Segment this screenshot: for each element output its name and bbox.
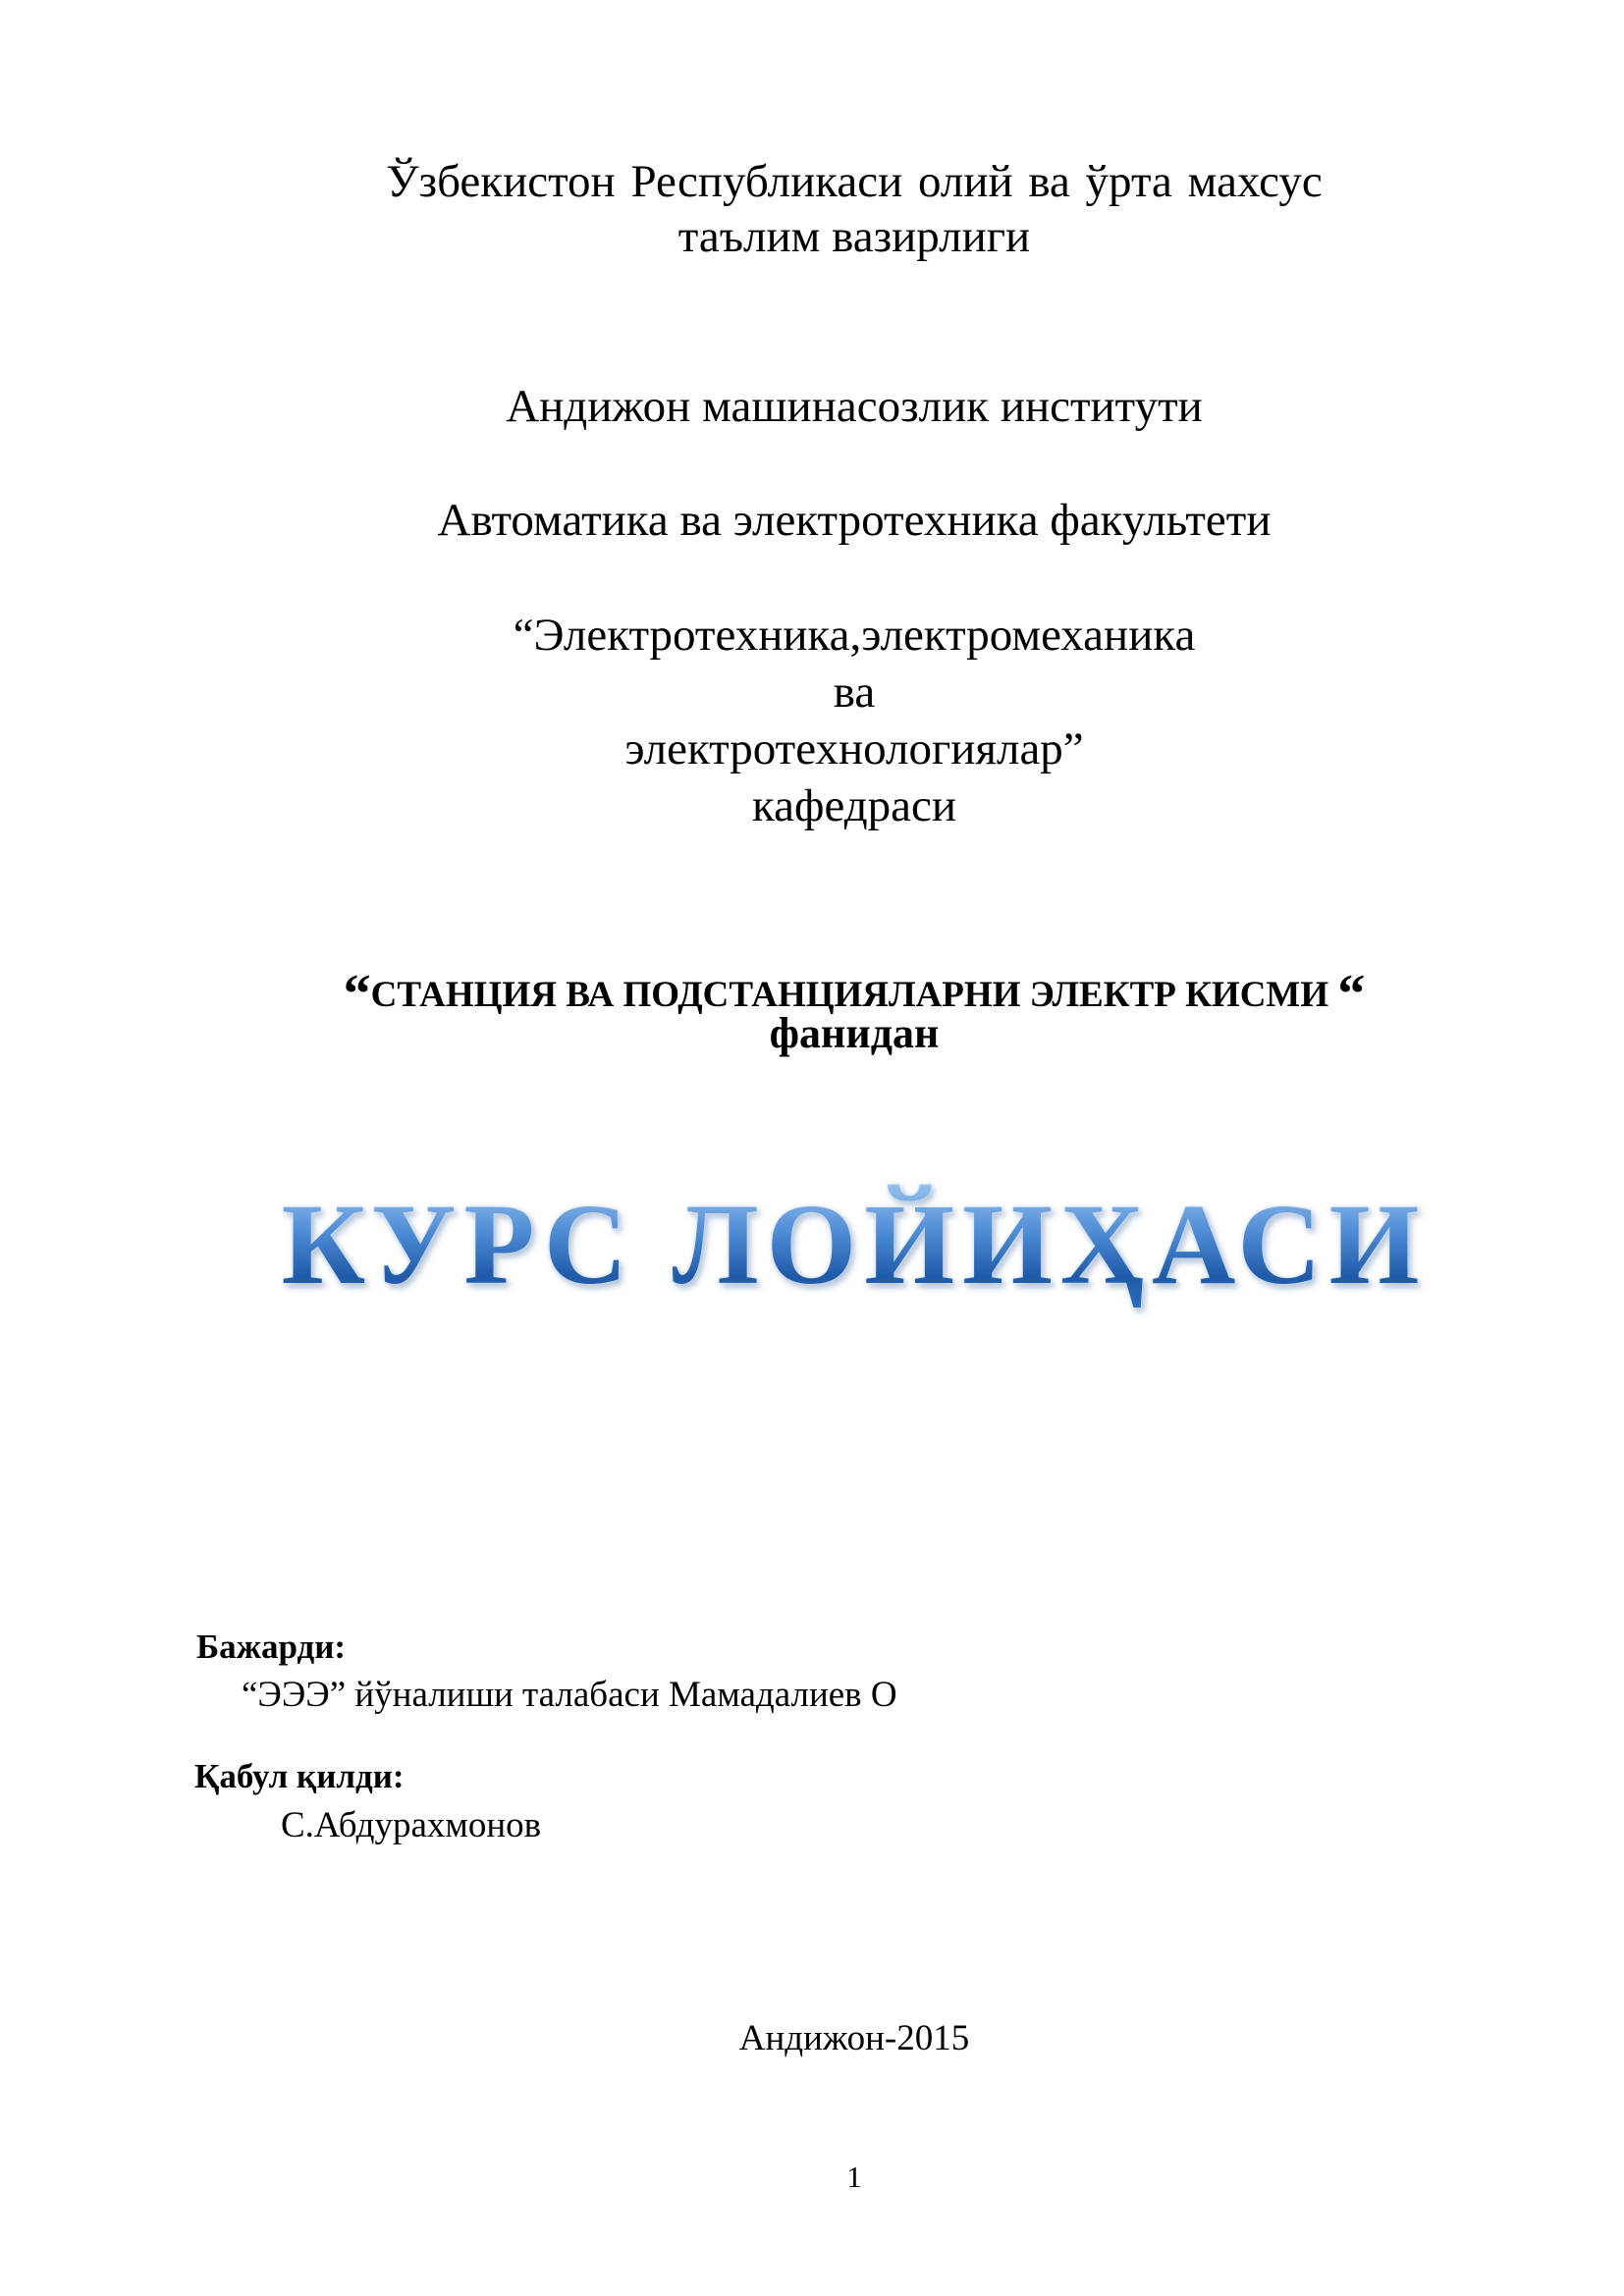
department-line-2: ва <box>833 667 876 718</box>
performed-value: “ЭЭЭ” йўналиши талабаси Мамадалиев О <box>242 1675 897 1715</box>
department-line-4: кафедраси <box>752 780 956 831</box>
accepted-label: Қабул қилди: <box>194 1757 405 1795</box>
department-line-3: электротехнологиялар” <box>624 723 1084 774</box>
page-number: 1 <box>846 2160 862 2194</box>
ministry-line-1: Ўзбекистон Республикаси олий ва ўрта махсус <box>386 156 1323 207</box>
document-title-text: КУРС ЛОЙИҲАСИ <box>281 1180 1428 1308</box>
city-year: Андижон-2015 <box>738 2018 970 2058</box>
subject-name: СТАНЦИЯ ВА ПОДСТАНЦИЯЛАРНИ ЭЛЕКТР КИСМИ <box>370 975 1338 1015</box>
faculty-name: Автоматика ва электротехника факультети <box>437 495 1272 546</box>
performed-label: Бажарди: <box>196 1628 347 1666</box>
subject-close-quote: “ <box>1337 964 1366 1025</box>
document-title <box>0 1178 1624 1311</box>
subject-suffix: фанидан <box>769 1009 940 1057</box>
institute-name: Андижон машинасозлик институти <box>506 381 1203 432</box>
department-line-1: “Электротехника,электромеханика <box>513 610 1196 661</box>
accepted-value: С.Абдурахмонов <box>281 1805 542 1845</box>
subject-open-quote: “ <box>343 964 371 1025</box>
ministry-line-2: таълим вазирлиги <box>677 211 1031 262</box>
